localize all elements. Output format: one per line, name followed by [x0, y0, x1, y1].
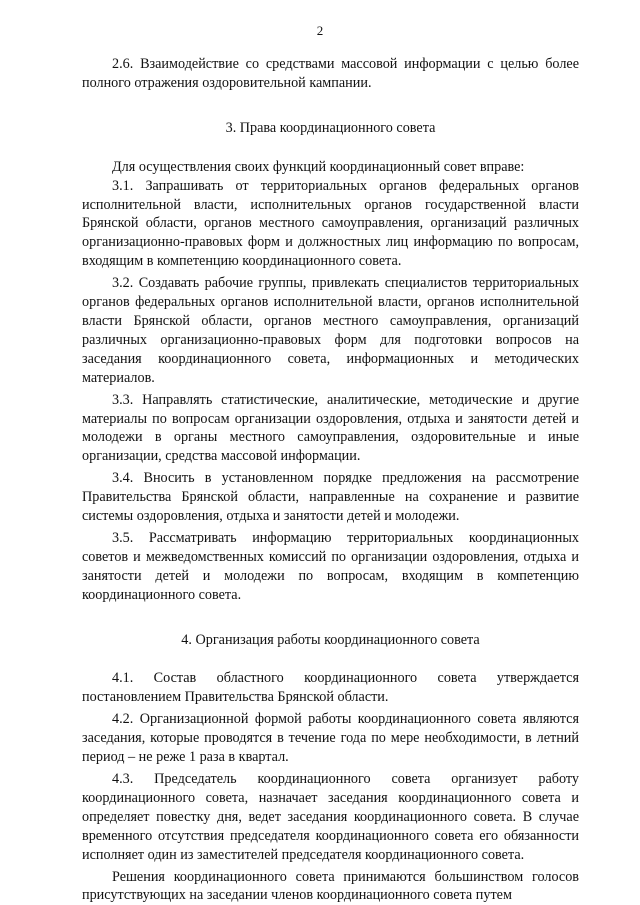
paragraph-3-2: 3.2. Создавать рабочие группы, привлекать специалистов территориальных органов федеральных органов исполнительной власти, органов исполнительной власти Брянской области, органов местного самоуправления, организаций различных организационно-правовых форм для подготовки вопросов на заседания координационного совета, информационных и методических материалов. — [82, 275, 579, 386]
paragraph-3-1: 3.1. Запрашивать от территориальных органов федеральных органов исполнительной власти, исполнительных органов государственной власти Брянской области, органов местного самоуправления, организаций различных организационно-правовых форм и должностных лиц информацию по вопросам, входящим в компетенцию координационного совета. — [82, 177, 579, 270]
paragraph-4-3: 4.3. Председатель координационного совета организует работу координационного совета, назначает заседания координационного совета и определяет повестку дня, ведет заседания координационного совета. В случае временного отсутствия председателя координационного совета его обязанности исполняет один из заместителей председателя координационного совета. — [82, 771, 579, 863]
paragraph-4-1: 4.1. Состав областного координационного совета утверждается постановлением Правительства Брянской области. — [82, 670, 579, 706]
paragraph-4-2: 4.2. Организационной формой работы координационного совета являются заседания, которые проводятся в течение года по мере необходимости, в летний период – не реже 1 раза в квартал. — [82, 711, 579, 766]
section-3-title: 3. Права координационного совета — [225, 119, 436, 136]
paragraph-3-3: 3.3. Направлять статистические, аналитические, методические и другие материалы по вопросам организации оздоровления, отдыха и занятости детей и молодежи в органы местного самоуправления, оздоровительные и иные организации, средства массовой информации. — [82, 391, 579, 465]
paragraph-3-4: 3.4. Вносить в установленном порядке предложения на рассмотрение Правительства Брянской области, направленные на сохранение и развитие системы оздоровления, отдыха и занятости детей и молодежи. — [82, 470, 579, 525]
page-number: 2 — [316, 23, 324, 38]
document-body — [82, 55, 579, 905]
paragraph-2-6: 2.6. Взаимодействие со средствами массовой информации с целью более полного отражения оздоровительной кампании. — [82, 56, 579, 91]
section-3-intro: Для осуществления своих функций координационный совет вправе: — [112, 158, 525, 175]
paragraph-3-5: 3.5. Рассматривать информацию территориальных координационных советов и межведомственных комиссий по организации оздоровления, отдыха и занятости детей и молодежи по вопросам, входящим в компетенцию координационного совета. — [82, 529, 579, 603]
section-4-title: 4. Организация работы координационного совета — [181, 631, 480, 648]
paragraph-decisions: Решения координационного совета принимаются большинством голосов присутствующих на заседании членов координационного совета путем — [82, 868, 579, 904]
